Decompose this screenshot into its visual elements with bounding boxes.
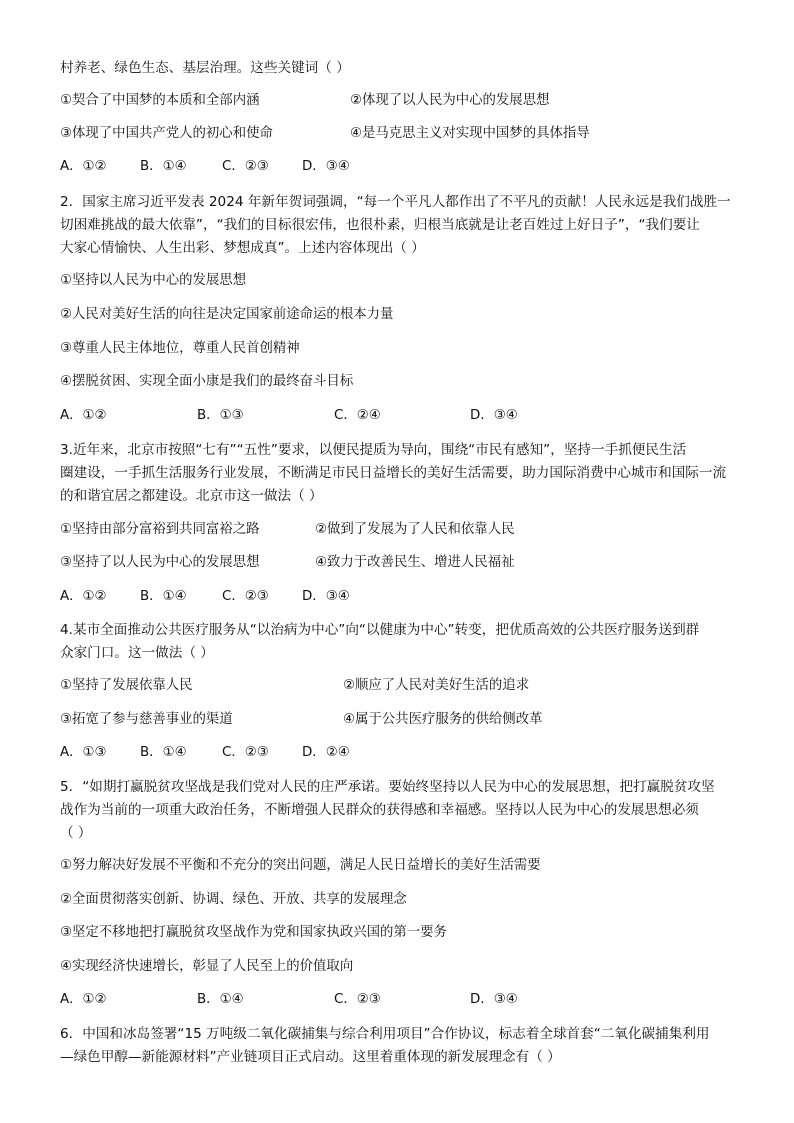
- q5-option-3: ③坚定不移地把打赢脱贫攻坚战作为党和国家执政兴国的第一要务: [60, 925, 447, 940]
- q0-option-3: ③体现了中国共产党人的初心和使命: [60, 126, 273, 141]
- q3-option-4: ④致力于改善民生、增进人民福祉: [315, 555, 515, 570]
- q3-options-row2: [60, 554, 740, 572]
- q4-stem-line2: 众家门口。这一做法（ ）: [60, 645, 214, 661]
- q2-stem-line2: 切困难挑战的最大依靠”，“我们的目标很宏伟，也很朴素，归根当底就是让老百姓过上好日子”，“我们要让: [60, 217, 700, 233]
- q3-choice-b[interactable]: B．①④: [140, 589, 187, 604]
- q4-options-row2: [60, 711, 740, 729]
- q3-choice-a[interactable]: A．①②: [60, 589, 107, 604]
- q2-stem-line1: 2．国家主席习近平发表 2024 年新年贺词强调，“每一个平凡人都作出了不平凡的贡献！人民永远是我们战胜一: [60, 194, 731, 210]
- q3-choice-c[interactable]: C．②③: [222, 589, 269, 604]
- q0-option-2: ②体现了以人民为中心的发展思想: [350, 93, 550, 108]
- q5-option-4: ④实现经济快速增长，彰显了人民至上的价值取向: [60, 959, 354, 974]
- q0-options-row1: [60, 92, 740, 110]
- q3-choice-d[interactable]: D．③④: [302, 589, 350, 604]
- q0-choice-a[interactable]: A．①②: [60, 159, 107, 174]
- q0-choice-d[interactable]: D．③④: [302, 159, 350, 174]
- q2-stem-line3: 大家心情愉快、人生出彩、梦想成真”。上述内容体现出（ ）: [60, 240, 425, 256]
- q3-option-1: ①坚持由部分富裕到共同富裕之路: [60, 522, 260, 537]
- q6-stem-line2: —绿色甲醇—新能源材料”产业链项目正式启动。这里着重体现的新发展理念有（ ）: [60, 1049, 561, 1065]
- q0-option-1: ①契合了中国梦的本质和全部内涵: [60, 93, 260, 108]
- q5-choice-c[interactable]: C．②③: [334, 992, 381, 1007]
- q4-option-1: ①坚持了发展依靠人民: [60, 678, 193, 693]
- q4-choice-b[interactable]: B．①④: [140, 745, 187, 760]
- q2-option-2: ②人民对美好生活的向往是决定国家前途命运的根本力量: [60, 307, 394, 322]
- q5-option-1: ①努力解决好发展不平衡和不充分的突出问题，满足人民日益增长的美好生活需要: [60, 858, 541, 873]
- q4-choice-c[interactable]: C．②③: [222, 745, 269, 760]
- q4-option-3: ③拓宽了参与慈善事业的渠道: [60, 712, 233, 727]
- q3-option-2: ②做到了发展为了人民和依靠人民: [315, 522, 515, 537]
- q2-choice-c[interactable]: C．②④: [334, 408, 381, 423]
- q2-option-3: ③尊重人民主体地位，尊重人民首创精神: [60, 341, 300, 356]
- q5-option-2: ②全面贯彻落实创新、协调、绿色、开放、共享的发展理念: [60, 892, 407, 907]
- q3-stem-line1: 3.近年来，北京市按照“七有”“五性”要求，以便民提质为导向，围绕“市民有感知”，坚持一手抓便民生活: [60, 442, 687, 458]
- q4-options-row1: [60, 677, 740, 695]
- q2-choice-b[interactable]: B．①③: [197, 408, 244, 423]
- q5-choice-b[interactable]: B．①④: [197, 992, 244, 1007]
- q3-option-3: ③坚持了以人民为中心的发展思想: [60, 555, 260, 570]
- q4-choice-d[interactable]: D．②④: [302, 745, 350, 760]
- q2-choice-d[interactable]: D．③④: [470, 408, 518, 423]
- q4-choice-a[interactable]: A．①③: [60, 745, 107, 760]
- q5-stem-line3: （ ）: [60, 825, 92, 841]
- q2-option-1: ①坚持以人民为中心的发展思想: [60, 273, 247, 288]
- q5-choice-a[interactable]: A．①②: [60, 992, 107, 1007]
- q5-stem-line1: 5．“如期打赢脱贫攻坚战是我们党对人民的庄严承诺。要始终坚持以人民为中心的发展思想，把打赢脱贫攻坚: [60, 779, 715, 795]
- q0-option-4: ④是马克思主义对实现中国梦的具体指导: [350, 126, 590, 141]
- q4-stem-line1: 4.某市全面推动公共医疗服务从“以治病为中心”向“以健康为中心”转变，把优质高效的公共医疗服务送到群: [60, 622, 700, 638]
- q2-choice-a[interactable]: A．①②: [60, 408, 107, 423]
- q3-stem-line2: 圈建设，一手抓生活服务行业发展，不断满足市民日益增长的美好生活需要，助力国际消费中心城市和国际一流: [60, 465, 727, 481]
- q4-option-4: ④属于公共医疗服务的供给侧改革: [343, 712, 543, 727]
- q6-stem-line1: 6．中国和冰岛签署“15 万吨级二氧化碳捕集与综合利用项目”合作协议，标志着全球首套“二氧化碳捕集利用: [60, 1026, 710, 1042]
- q0-options-row2: [60, 125, 740, 143]
- q5-choice-d[interactable]: D．③④: [470, 992, 518, 1007]
- q5-stem-line2: 战作为当前的一项重大政治任务，不断增强人民群众的获得感和幸福感。坚持以人民为中心的发展思想必须: [60, 802, 699, 818]
- q3-stem-line3: 的和谐宜居之都建设。北京市这一做法（ ）: [60, 488, 323, 504]
- q0-stem-tail: 村养老、绿色生态、基层治理。这些关键词（ ）: [60, 60, 350, 76]
- q4-option-2: ②顺应了人民对美好生活的追求: [343, 678, 530, 693]
- q0-choice-c[interactable]: C．②③: [222, 159, 269, 174]
- q3-options-row1: [60, 521, 740, 539]
- q2-option-4: ④摆脱贫困、实现全面小康是我们的最终奋斗目标: [60, 374, 354, 389]
- q0-choice-b[interactable]: B．①④: [140, 159, 187, 174]
